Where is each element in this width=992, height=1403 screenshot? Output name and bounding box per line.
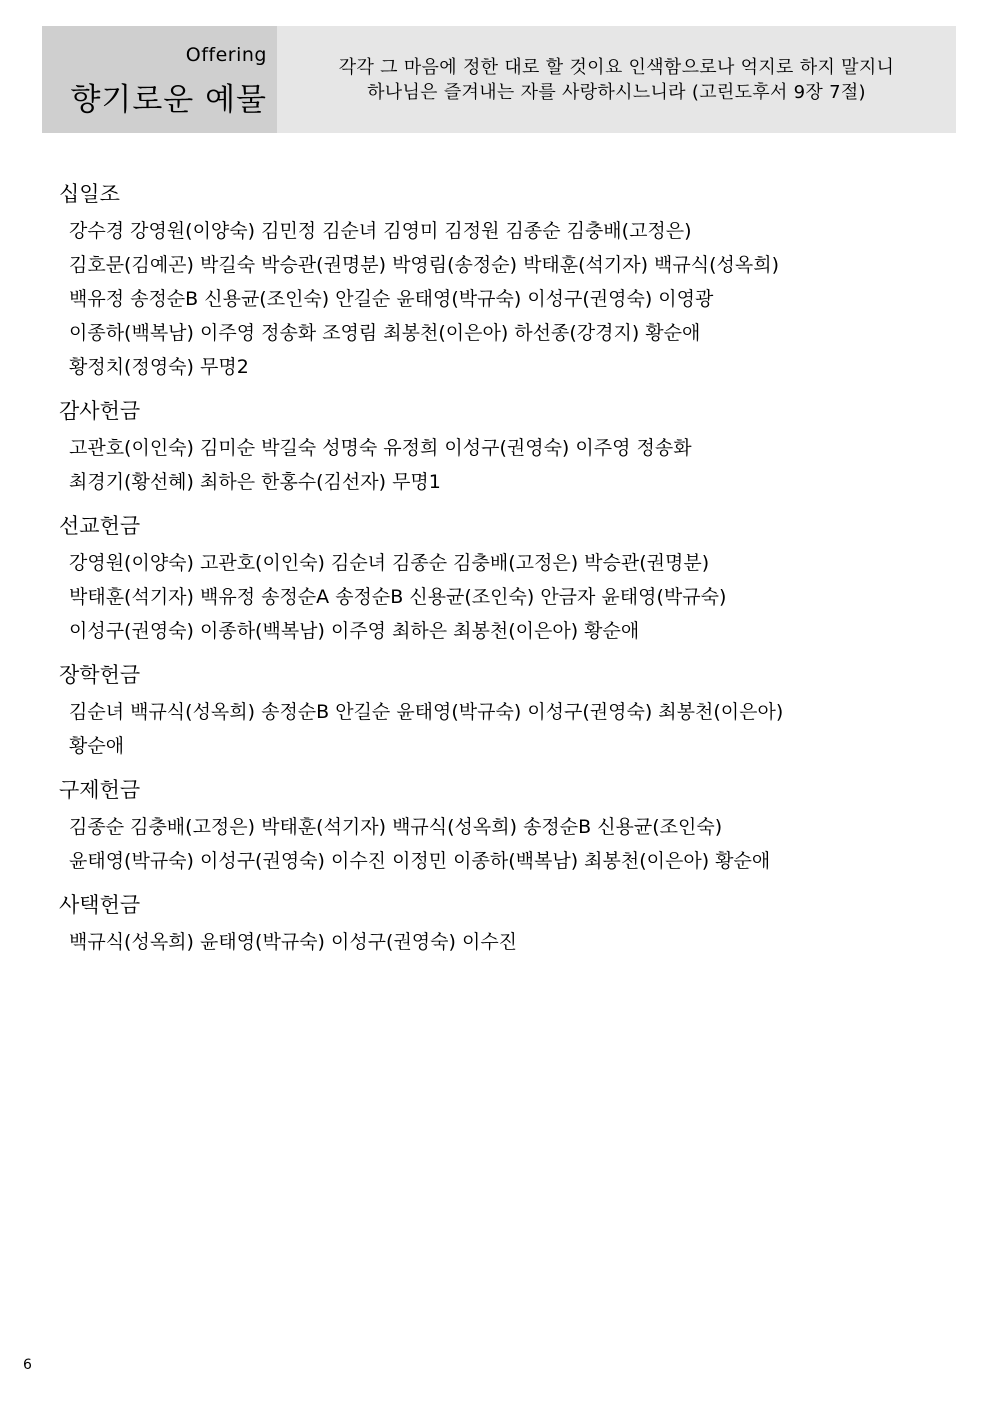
name-line: 강수경 강영원(이양숙) 김민정 김순녀 김영미 김정원 김종순 김충배(고정은) (69, 220, 692, 242)
verse-line-2: 하나님은 즐겨내는 자를 사랑하시느니라 (고린도후서 9장 7절) (367, 81, 866, 103)
name-line: 고관호(이인숙) 김미순 박길숙 성명숙 유정희 이성구(권영숙) 이주영 정송화 (69, 437, 692, 459)
name-line: 이종하(백복남) 이주영 정송화 조영림 최봉천(이은아) 하선종(강경지) 황순애 (69, 322, 701, 344)
name-line: 박태훈(석기자) 백유정 송정순A 송정순B 신용균(조인숙) 안금자 윤태영(박규숙) (69, 586, 727, 608)
section-tithe (59, 180, 939, 384)
section-relief (59, 776, 939, 878)
section-title: 감사헌금 (59, 399, 141, 423)
offering-list (59, 180, 939, 972)
name-line: 백규식(성옥희) 윤태영(박규숙) 이성구(권영숙) 이수진 (69, 931, 518, 953)
header-verse-box (277, 26, 956, 133)
name-line: 김순녀 백규식(성옥희) 송정순B 안길순 윤태영(박규숙) 이성구(권영숙) 최봉천(이은아) (69, 701, 784, 723)
name-line: 김호문(김예곤) 박길숙 박승관(권명분) 박영림(송정순) 박태훈(석기자) 백규식(성옥희) (69, 254, 780, 276)
section-mission (59, 512, 939, 648)
header-title-english: Offering (185, 44, 267, 66)
section-title: 십일조 (59, 182, 120, 206)
name-line: 김종순 김충배(고정은) 박태훈(석기자) 백규식(성옥희) 송정순B 신용균(조인숙) (69, 816, 723, 838)
name-line: 이성구(권영숙) 이종하(백복남) 이주영 최하은 최봉천(이은아) 황순애 (69, 620, 640, 642)
name-line: 강영원(이양숙) 고관호(이인숙) 김순녀 김종순 김충배(고정은) 박승관(권명분) (69, 552, 710, 574)
page-header (42, 26, 956, 133)
header-title-box (42, 26, 277, 133)
header-title-korean: 향기로운 예물 (70, 82, 267, 118)
section-title: 구제헌금 (59, 778, 141, 802)
section-thanksgiving (59, 397, 939, 499)
section-title: 장학헌금 (59, 663, 141, 687)
section-parsonage (59, 891, 939, 959)
name-line: 최경기(황선혜) 최하은 한홍수(김선자) 무명1 (69, 471, 441, 493)
name-line: 윤태영(박규숙) 이성구(권영숙) 이수진 이정민 이종하(백복남) 최봉천(이은아) 황순애 (69, 850, 771, 872)
page-number: 6 (23, 1357, 32, 1373)
section-title: 선교헌금 (59, 514, 141, 538)
section-scholarship (59, 661, 939, 763)
verse-line-1: 각각 그 마음에 정한 대로 할 것이요 인색함으로나 억지로 하지 말지니 (338, 56, 895, 78)
name-line: 백유정 송정순B 신용균(조인숙) 안길순 윤태영(박규숙) 이성구(권영숙) 이영광 (69, 288, 714, 310)
section-title: 사택헌금 (59, 893, 141, 917)
name-line: 황순애 (69, 735, 125, 757)
name-line: 황정치(정영숙) 무명2 (69, 356, 249, 378)
